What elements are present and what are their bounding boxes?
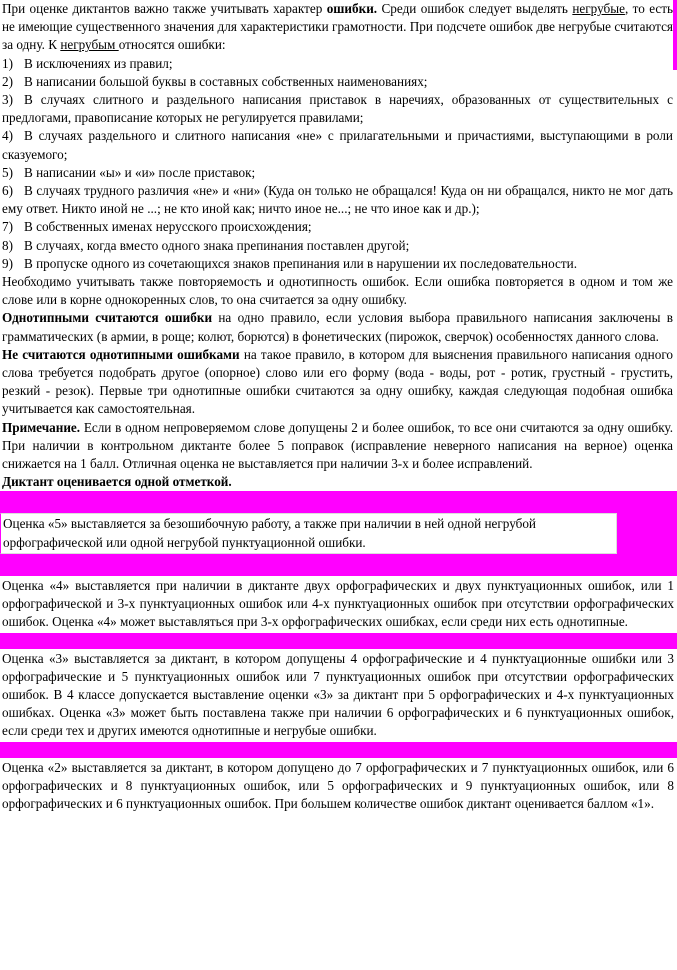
list-number: 5) [2, 164, 13, 180]
note-heading: Примечание. [2, 419, 81, 435]
list-number: 6) [2, 183, 13, 199]
list-item [0, 127, 677, 163]
note-paragraph [0, 419, 677, 474]
list-item [0, 73, 677, 91]
grade-5-box [0, 513, 617, 553]
intro-text: Среди ошибок следует выделять [377, 1, 573, 16]
repeat-paragraph: Необходимо учитывать также повторяемость и однотипность ошибок. Если ошибка повторяется в одном и том же слове или в корне однокоренных слов, то она считается за одну ошибку. [2, 274, 673, 308]
list-text: В исключениях из правил; [24, 55, 173, 71]
highlight-bar [0, 742, 677, 758]
not-same-type-heading: Не считаются однотипными ошибками [2, 346, 240, 362]
list-item [0, 218, 677, 236]
list-item [0, 164, 677, 182]
grade-4-text: Оценка «4» выставляется при наличии в диктанте двух орфографических и двух пунктуационных ошибок, или 1 орфографической и 3-х пунктуационных ошибок или 4-х пунктуационных ошибок при отсутствии орфографических ошибок. Оценка «4» может выставляться при 3-х орфографических ошибках, если среди них есть однотипные. [2, 577, 674, 630]
intro-text: , то есть не имеющие существенного значения для характеристики грамотности. При подсчете ошибок две негрубые считаются за одну. К [2, 1, 674, 53]
list-text: В случаях трудного различия «не» и «ни» (Куда он только не обращался! Куда он ни обращался, никто не мог дать ему ответ. Никто иной не ...; не кто иной как; ничто иное не...; не что иное как и др.); [2, 183, 673, 217]
intro-text: При оценке диктантов важно также учитывать характер [2, 1, 327, 16]
same-type-paragraph [0, 309, 677, 345]
highlight-bar [0, 554, 677, 576]
grade-3-text: Оценка «3» выставляется за диктант, в котором допущены 4 орфографические и 4 пунктуационные ошибки или 3 орфографические и 5 пунктуационных ошибок или 7 пунктуационных ошибок при отсутствии орфографических ошибок. В 4 классе допускается выставление оценки «3» за диктант при 5 орфографических и 4-х пунктуационных ошибках. Оценка «3» может быть поставлена также при наличии 6 орфографических и 6 пунктуационных ошибок, если среди тех и других имеются однотипные и негрубые ошибки. [2, 650, 674, 739]
list-number: 1) [2, 55, 13, 71]
intro-paragraph [0, 0, 677, 55]
list-number: 3) [2, 92, 13, 108]
list-text: В собственных именах нерусского происхождения; [24, 219, 312, 235]
intro-text: относятся ошибки: [118, 37, 226, 53]
grade-3-box [0, 649, 677, 742]
grade-4-box [0, 576, 677, 633]
not-same-type-paragraph [0, 346, 677, 419]
list-item [0, 91, 677, 127]
highlight-bar [0, 491, 677, 513]
list-text: В написании большой буквы в составных собственных наименованиях; [24, 73, 428, 89]
list-number: 2) [2, 73, 13, 89]
intro-underlined: негрубым [60, 37, 119, 53]
list-item [0, 182, 677, 218]
grade-2-box [0, 758, 677, 815]
list-number: 9) [2, 255, 13, 271]
intro-bold: ошибки. [326, 1, 378, 16]
list-item [0, 255, 677, 273]
grade-2-text: Оценка «2» выставляется за диктант, в котором допущено до 7 орфографических и 7 пунктуационных ошибок, или 6 орфографических и 8 пунктуационных ошибок, или 5 орфографических и 9 пунктуационных ошибок, или 8 орфографических и 6 пунктуационных ошибок. При большем количестве ошибок диктант оценивается баллом «1». [2, 759, 674, 811]
list-text: В случаях слитного и раздельного написания приставок в наречиях, образованных от существительных с предлогами, правописание которых не регулируется правилами; [2, 92, 673, 126]
highlight-bar [0, 633, 677, 649]
list-text: В пропуске одного из сочетающихся знаков препинания или в нарушении их последовательности. [24, 255, 578, 271]
list-number: 4) [2, 128, 13, 144]
list-item [0, 55, 677, 73]
grade-5-text: Оценка «5» выставляется за безошибочную работу, а также при наличии в ней одной негрубой орфографической или одной негрубой пунктуационной ошибки. [3, 516, 536, 550]
single-mark-heading: Диктант оценивается одной отметкой. [2, 474, 232, 490]
grades-section [0, 491, 677, 814]
list-text: В случаях, когда вместо одного знака препинания поставлен другой; [24, 237, 410, 253]
same-type-heading: Однотипными считаются ошибки [2, 310, 213, 326]
list-number: 8) [2, 237, 13, 253]
list-text: В случаях раздельного и слитного написания «не» с прилагательными и причастиями, выступающими в роли сказуемого; [2, 128, 673, 162]
list-text: В написании «ы» и «и» после приставок; [24, 164, 256, 180]
same-type-text: на одно правило, если условия выбора правильного написания заключены в грамматических (в армии, в роще; колют, борются) в фонетических (пирожок, сверчок) особенностях данного слова. [2, 310, 673, 344]
list-item [0, 237, 677, 255]
error-list [0, 55, 677, 273]
list-number: 7) [2, 219, 13, 235]
highlight-marker [673, 0, 677, 70]
intro-underlined: негрубые [572, 1, 625, 16]
note-text: Если в одном непроверяемом слове допущены 2 и более ошибок, то все они считаются за одну ошибку. При наличии в контрольном диктанте более 5 поправок (исправление неверного написания на верное) оценка снижается на 1 балл. Отличная оценка не выставляется при наличии 3-х и более исправлений. [2, 419, 673, 472]
not-same-type-text: на такое правило, в котором для выяснения правильного написания одного слова требуется подобрать другое (опорное) слово или его форму (вода - воды, рот - ротик, грустный - грустить, резкий - резок). Первые три однотипные ошибки считаются за одну ошибку, каждая следующая подобная ошибка учитывается как самостоятельная. [2, 346, 673, 417]
